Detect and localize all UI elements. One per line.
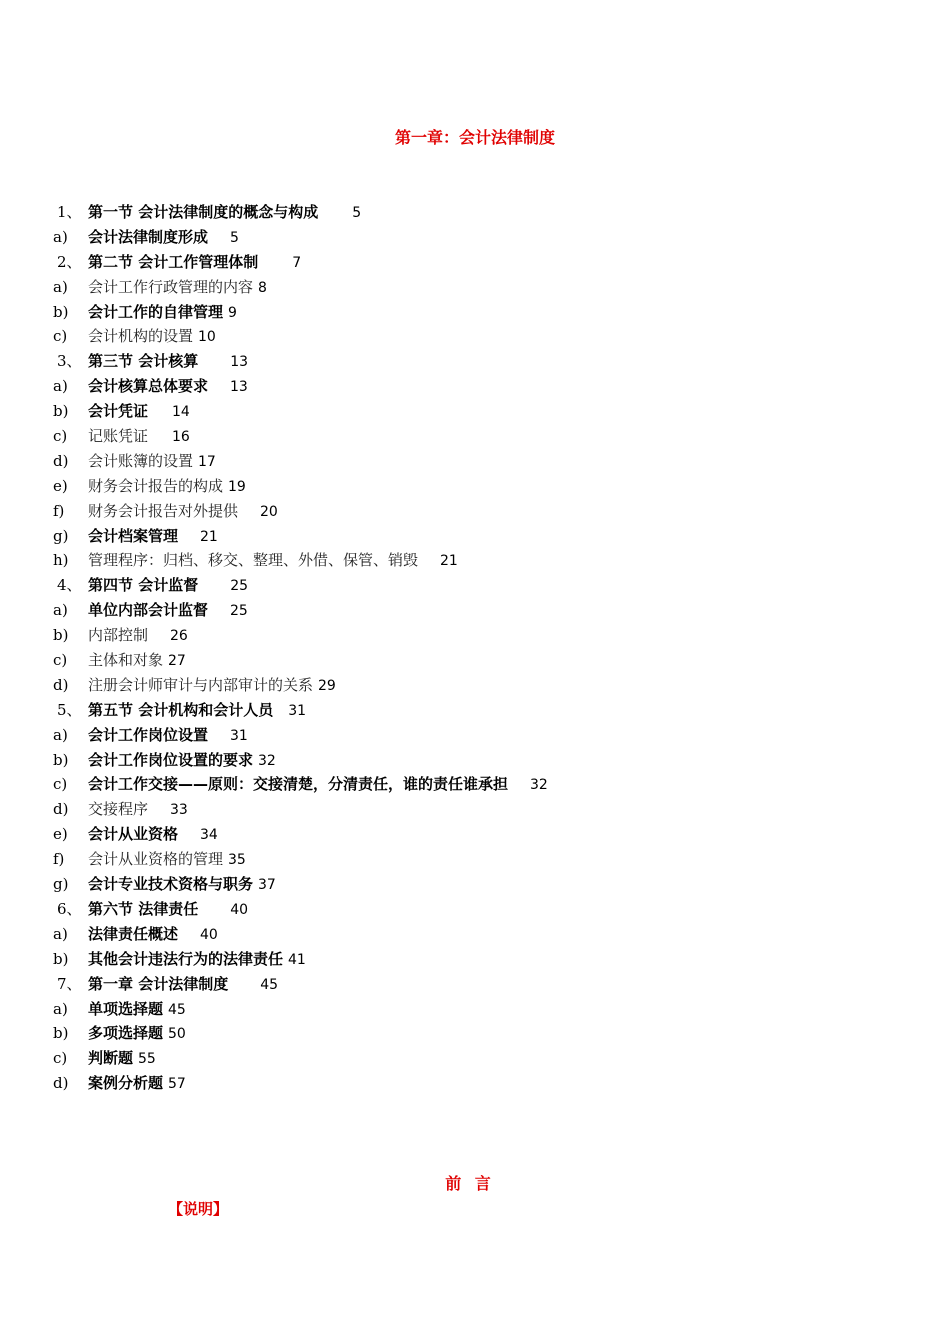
toc-label: 会计从业资格 [88,825,179,844]
toc-page-number: 34 [200,827,218,844]
toc-page-number: 50 [168,1026,186,1043]
toc-label: 注册会计师审计与内部审计的关系 [88,675,314,694]
toc-page-number: 32 [530,777,548,794]
toc-item-row[interactable] [53,648,913,673]
toc-item-row[interactable] [53,324,913,349]
toc-marker: 4、 [57,576,82,595]
toc-section-row[interactable] [53,698,913,723]
toc-entry [88,797,188,823]
toc-label: 会计工作行政管理的内容 [88,277,254,296]
toc-label: 第一节 会计法律制度的概念与构成 [88,203,319,221]
toc-entry [88,449,216,475]
toc-page-number: 40 [230,901,249,918]
toc-entry [88,997,186,1023]
toc-marker: f) [53,850,65,869]
toc-label: 单项选择题 [88,999,164,1018]
toc-entry [88,1021,186,1047]
toc-marker: a) [53,725,68,744]
toc-page-number: 5 [230,229,239,246]
toc-page-number: 26 [170,628,188,645]
toc-marker: a) [53,227,68,246]
toc-label: 会计工作交接——原则：交接清楚，分清责任，谁的责任谁承担 [88,775,509,794]
toc-entry [88,872,276,898]
toc-entry [88,598,248,624]
toc-marker: d) [53,1074,69,1093]
toc-entry [88,399,190,425]
toc-entry [88,897,248,923]
toc-label: 会计凭证 [88,402,149,421]
toc-item-row[interactable] [53,797,913,822]
toc-item-row[interactable] [53,300,913,325]
toc-entry [88,648,186,674]
toc-label: 会计档案管理 [88,526,179,545]
chapter-title: 第一章：会计法律制度 [394,128,555,147]
toc-marker: b) [53,1024,69,1043]
toc-page-number: 37 [258,877,276,894]
toc-page-number: 41 [288,951,306,968]
toc-entry [88,748,276,774]
toc-page-number: 16 [172,429,190,446]
toc-page-number: 8 [258,279,267,296]
toc-label: 会计机构的设置 [88,327,194,346]
toc-page-number: 7 [292,254,302,271]
toc-entry [88,225,239,251]
toc-marker: f) [53,501,65,520]
toc-label: 案例分析题 [88,1074,164,1093]
toc-marker: 3、 [57,352,82,371]
toc-entry [88,723,248,749]
toc-page-number: 25 [230,578,249,595]
toc-label: 单位内部会计监督 [88,601,209,620]
toc-entry [88,349,248,375]
toc-section-row[interactable] [53,972,913,997]
toc-page-number: 10 [198,329,216,346]
toc-item-row[interactable] [53,623,913,648]
toc-page-number: 31 [288,702,307,719]
toc-entry [88,623,188,649]
toc-entry [88,972,278,998]
table-of-contents [53,200,913,1096]
toc-marker: c) [53,1049,68,1068]
toc-marker: g) [53,875,69,894]
toc-entry [88,499,278,525]
toc-label: 第一章 会计法律制度 [88,974,229,993]
toc-page-number: 21 [200,528,218,545]
toc-item-row[interactable] [53,524,913,549]
toc-page-number: 13 [230,379,248,396]
toc-section-row[interactable] [53,897,913,922]
toc-item-row[interactable] [53,723,913,748]
toc-entry [88,524,218,550]
toc-entry [88,772,548,798]
toc-label: 内部控制 [88,626,149,645]
toc-label: 会计核算总体要求 [88,377,209,396]
toc-entry [88,275,267,301]
toc-item-row[interactable] [53,847,913,872]
toc-marker: 1、 [57,203,82,221]
toc-label: 主体和对象 [88,651,164,670]
toc-marker: c) [53,651,68,670]
toc-item-row[interactable] [53,772,913,797]
toc-page-number: 19 [228,478,246,495]
toc-item-row[interactable] [53,449,913,474]
toc-item-row[interactable] [53,922,913,947]
toc-page-number: 40 [200,926,218,943]
toc-page-number: 55 [138,1051,156,1068]
toc-page-number: 13 [230,354,249,371]
toc-item-row[interactable] [53,499,913,524]
toc-marker: g) [53,526,69,545]
toc-entry [88,947,306,973]
toc-item-row[interactable] [53,275,913,300]
toc-entry [88,698,306,724]
toc-item-row[interactable] [53,598,913,623]
toc-label: 会计工作岗位设置的要求 [88,750,254,769]
toc-label: 第六节 法律责任 [88,899,199,918]
toc-item-row[interactable] [53,748,913,773]
toc-label: 会计账簿的设置 [88,451,194,470]
toc-page-number: 32 [258,752,276,769]
toc-marker: b) [53,302,69,321]
toc-item-row[interactable] [53,822,913,847]
toc-item-row[interactable] [53,1021,913,1046]
toc-label: 判断题 [88,1049,134,1068]
toc-marker: 7、 [57,974,82,993]
toc-marker: 2、 [57,252,82,271]
toc-item-row[interactable] [53,947,913,972]
toc-label: 管理程序：归档、移交、整理、外借、保管、销毁 [88,551,419,570]
toc-page-number: 5 [352,205,362,221]
toc-item-row[interactable] [53,399,913,424]
toc-page-number: 57 [168,1076,186,1093]
toc-marker: b) [53,949,69,968]
toc-marker: a) [53,377,68,396]
toc-marker: d) [53,800,69,819]
toc-label: 会计法律制度形成 [88,227,209,246]
toc-entry [88,1071,186,1097]
toc-marker: d) [53,675,69,694]
toc-marker: a) [53,277,68,296]
toc-page-number: 29 [318,677,336,694]
toc-marker: 6、 [57,899,82,918]
toc-page-number: 31 [230,727,248,744]
toc-entry [88,374,248,400]
toc-page-number: 45 [168,1001,186,1018]
toc-marker: c) [53,775,68,794]
toc-label: 多项选择题 [88,1024,164,1043]
toc-label: 第二节 会计工作管理体制 [88,252,259,271]
toc-page-number: 25 [230,603,248,620]
toc-item-row[interactable] [53,474,913,499]
toc-item-row[interactable] [53,548,913,573]
toc-page-number: 45 [260,976,279,993]
toc-entry [88,324,216,350]
toc-entry [88,474,246,500]
toc-page-number: 20 [260,503,278,520]
toc-item-row[interactable] [53,673,913,698]
toc-marker: c) [53,427,68,446]
toc-page-number: 17 [198,453,216,470]
toc-label: 其他会计违法行为的法律责任 [88,949,284,968]
toc-marker: b) [53,626,69,645]
toc-marker: b) [53,402,69,421]
toc-label: 第四节 会计监督 [88,576,199,595]
toc-entry [88,424,190,450]
toc-entry [88,1046,156,1072]
toc-item-row[interactable] [53,872,913,897]
toc-section-row[interactable] [53,250,913,275]
toc-label: 会计专业技术资格与职务 [88,875,254,894]
toc-item-row[interactable] [53,424,913,449]
toc-page-number: 21 [440,553,458,570]
toc-item-row[interactable] [53,225,913,250]
toc-entry [88,822,218,848]
toc-page-number: 33 [170,802,188,819]
toc-page-number: 27 [168,653,186,670]
toc-entry [88,573,248,599]
toc-marker: e) [53,825,68,844]
toc-item-row[interactable] [53,997,913,1022]
toc-section-row[interactable] [53,349,913,374]
toc-marker: a) [53,601,68,620]
toc-item-row[interactable] [53,374,913,399]
toc-marker: h) [53,551,69,570]
toc-label: 会计工作的自律管理 [88,302,224,321]
toc-marker: a) [53,924,68,943]
toc-label: 财务会计报告对外提供 [88,501,239,520]
toc-label: 记账凭证 [88,427,149,446]
toc-entry [88,200,361,226]
toc-page-number: 35 [228,852,246,869]
toc-page-number: 14 [172,404,190,421]
toc-entry [88,847,246,873]
toc-entry [88,548,458,574]
toc-label: 会计从业资格的管理 [88,850,224,869]
toc-label: 第三节 会计核算 [88,352,199,371]
toc-label: 第五节 会计机构和会计人员 [88,700,274,719]
toc-marker: b) [53,750,69,769]
toc-section-row[interactable] [53,573,913,598]
toc-section-row[interactable] [53,200,913,225]
toc-marker: c) [53,327,68,346]
toc-label: 交接程序 [88,800,149,819]
toc-entry [88,673,336,699]
toc-item-row[interactable] [53,1071,913,1096]
toc-entry [88,250,301,276]
toc-entry [88,300,237,326]
toc-page-number: 9 [228,304,237,321]
toc-entry [88,922,218,948]
toc-label: 会计工作岗位设置 [88,725,209,744]
toc-label: 法律责任概述 [88,924,179,943]
note-label: 【说明】 [168,1200,229,1218]
toc-label: 财务会计报告的构成 [88,476,224,495]
preface-title: 前 言 [445,1174,495,1193]
toc-marker: a) [53,999,68,1018]
toc-marker: d) [53,451,69,470]
toc-item-row[interactable] [53,1046,913,1071]
toc-marker: e) [53,476,68,495]
toc-marker: 5、 [57,700,82,719]
